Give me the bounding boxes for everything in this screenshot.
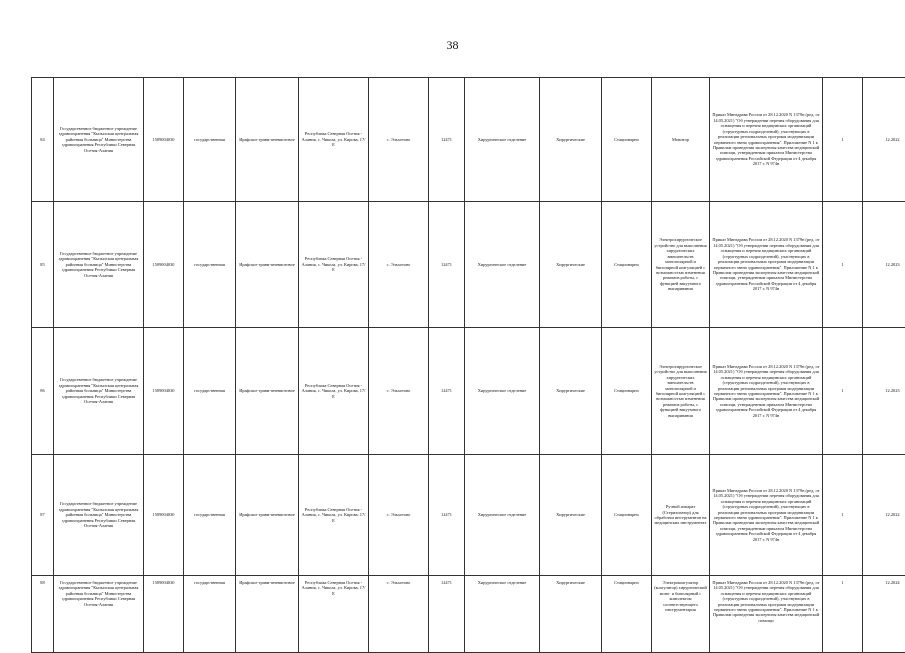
organization-cell: Государственное бюджетное учреждение здравоохранения "Кызылская центральная районная больница" Министерства здравоохранения Республики Северная Осетия-Алания: [54, 202, 144, 328]
equipment-cell: Монитор: [652, 78, 710, 202]
equipment-cell: Электрокоагулятор (коагулятор) хирургический моно- и биполярный с комплектом соответствующего инструментария: [652, 576, 710, 653]
table-row: [32, 202, 905, 328]
profile-cell: Хирургическое отделение: [465, 576, 540, 653]
legal-basis-cell: Приказ Минздрава России от 28.12.2020 N 1379н (ред. от 14.05.2021) "Об утверждении перечня оборудования для оснащения и перечня медицинских организаций (структурных подразделений), участвующих в реализации региональных программ модернизации первичного звена здравоохранения". Приложение N 1 к Правилам проведения экспертизы качества медицинской помощи, утвержденным приказом Министерства здравоохранения Российской Федерации от 4 декабря 2017 г. N 974н: [710, 455, 823, 576]
quantity-cell: 1: [823, 202, 863, 328]
department-cell: Ирафское травм-пневмотовое: [236, 455, 299, 576]
equipment-table: [31, 77, 905, 653]
date-cell: 12.2022: [863, 78, 905, 202]
code-cell: 12471: [429, 455, 465, 576]
row-number-cell: 86: [32, 328, 54, 455]
locality-cell: с. Эльхотово: [369, 455, 429, 576]
care-category-cell: Стационарно: [602, 328, 652, 455]
equipment-cell: Электрохирургическое устройство для выполнения хирургических вмешательств монополярной и биполярной коагуляцией с возможностью изменения режимов работы, с функцией вакуумного выпаривания: [652, 202, 710, 328]
code-cell: 12471: [429, 576, 465, 653]
table-row: [32, 78, 905, 202]
address-cell: Республика Северная Осетия - Алания, с. Чикола, ул. Кирова, 17/Е: [299, 328, 369, 455]
organization-cell: Государственное бюджетное учреждение здравоохранения "Кызылская центральная районная больница" Министерства здравоохранения Республики Северная Осетия-Алания: [54, 328, 144, 455]
ownership-cell: государственная: [184, 78, 236, 202]
ownership-cell: государственная: [184, 202, 236, 328]
care-category-cell: Стационарно: [602, 78, 652, 202]
address-cell: Республика Северная Осетия - Алания, с. Чикола, ул. Кирова, 17/Е: [299, 576, 369, 653]
equipment-cell: Электрохирургическое устройство для выполнения хирургических вмешательств монополярной и биполярной коагуляцией с возможностью изменения режимов работы, с функцией вакуумного выпаривания: [652, 328, 710, 455]
date-cell: 12.2023: [863, 328, 905, 455]
care-category-cell: Стационарно: [602, 455, 652, 576]
ownership-cell: государственная: [184, 455, 236, 576]
row-number-cell: 87: [32, 455, 54, 576]
inn-cell: 1509004030: [144, 78, 184, 202]
address-cell: Республика Северная Осетия - Алания, с. Чикола, ул. Кирова, 17/Е: [299, 202, 369, 328]
equipment-cell: Ручной аппарат (Стерилизатор) для обработки инструментов на медицинских инструментах: [652, 455, 710, 576]
page-number: 38: [0, 38, 905, 53]
date-cell: 12.2023: [863, 202, 905, 328]
locality-cell: с. Эльхотово: [369, 576, 429, 653]
specialty-cell: Хирургические: [540, 576, 602, 653]
quantity-cell: 1: [823, 328, 863, 455]
legal-basis-cell: Приказ Минздрава России от 28.12.2020 N 1379н (ред. от 14.05.2021) "Об утверждении перечня оборудования для оснащения и перечня медицинских организаций (структурных подразделений), участвующих в реализации региональных программ модернизации первичного звена здравоохранения". Приложение N 1 к Правилам проведения экспертизы качества медицинской помощи, утвержденным приказом Министерства здравоохранения Российской Федерации от 4 декабря 2017 г. N 974н: [710, 202, 823, 328]
ownership-cell: государственная: [184, 576, 236, 653]
quantity-cell: 1: [823, 78, 863, 202]
quantity-cell: 1: [823, 455, 863, 576]
organization-cell: Государственное бюджетное учреждение здравоохранения "Кызылская центральная районная больница" Министерства здравоохранения Республики Северная Осетия-Алания: [54, 455, 144, 576]
inn-cell: 1509004030: [144, 576, 184, 653]
table-row: [32, 328, 905, 455]
row-number-cell: 88: [32, 576, 54, 653]
profile-cell: Хирургическое отделение: [465, 328, 540, 455]
specialty-cell: Хирургические: [540, 78, 602, 202]
table-row: [32, 455, 905, 576]
locality-cell: с. Эльхотово: [369, 78, 429, 202]
table-row: [32, 576, 905, 653]
row-number-cell: 85: [32, 202, 54, 328]
department-cell: Ирафское травм-пневмотовое: [236, 576, 299, 653]
legal-basis-cell: Приказ Минздрава России от 28.12.2020 N 1379н (ред. от 14.05.2021) "Об утверждении перечня оборудования для оснащения и перечня медицинских организаций (структурных подразделений), участвующих в реализации региональных программ модернизации первичного звена здравоохранения". Приложение N 1 к Правилам проведения экспертизы качества медицинской помощи, утвержденным приказом Министерства здравоохранения Российской Федерации от 4 декабря 2017 г. N 974н: [710, 328, 823, 455]
department-cell: Ирафское травм-пневмотовое: [236, 202, 299, 328]
profile-cell: Хирургическое отделение: [465, 455, 540, 576]
care-category-cell: Стационарно: [602, 576, 652, 653]
organization-cell: Государственное бюджетное учреждение здравоохранения "Кызылская центральная районная больница" Министерства здравоохранения Республики Северная Осетия-Алания: [54, 576, 144, 653]
specialty-cell: Хирургические: [540, 455, 602, 576]
address-cell: Республика Северная Осетия - Алания, с. Чикола, ул. Кирова, 17/Е: [299, 78, 369, 202]
department-cell: Ирафское травм-пневмотовое: [236, 78, 299, 202]
inn-cell: 1509004030: [144, 328, 184, 455]
locality-cell: с. Эльхотово: [369, 328, 429, 455]
code-cell: 12471: [429, 202, 465, 328]
department-cell: Ирафское травм-пневмотовое: [236, 328, 299, 455]
organization-cell: Государственное бюджетное учреждение здравоохранения "Кызылская центральная районная больница" Министерства здравоохранения Республики Северная Осетия-Алания: [54, 78, 144, 202]
address-cell: Республика Северная Осетия - Алания, с. Чикола, ул. Кирова, 17/Е: [299, 455, 369, 576]
specialty-cell: Хирургические: [540, 328, 602, 455]
code-cell: 12471: [429, 78, 465, 202]
ownership-cell: государственная: [184, 328, 236, 455]
row-number-cell: 84: [32, 78, 54, 202]
care-category-cell: Стационарно: [602, 202, 652, 328]
legal-basis-cell: Приказ Минздрава России от 28.12.2020 N 1379н (ред. от 14.05.2021) "Об утверждении перечня оборудования для оснащения и перечня медицинских организаций (структурных подразделений), участвующих в реализации региональных программ модернизации первичного звена здравоохранения". Приложение N 1 к Правилам проведения экспертизы качества медицинской помощи, утвержденным приказом Министерства здравоохранения Российской Федерации от 4 декабря 2017 г. N 974н: [710, 78, 823, 202]
profile-cell: Хирургическое отделение: [465, 78, 540, 202]
inn-cell: 1509004030: [144, 455, 184, 576]
legal-basis-cell: Приказ Минздрава России от 28.12.2020 N 1379н (ред. от 14.05.2021) "Об утверждении перечня оборудования для оснащения и перечня медицинских организаций (структурных подразделений), участвующих в реализации региональных программ модернизации первичного звена здравоохранения". Приложение N 1 к Правилам проведения экспертизы качества медицинской помощи: [710, 576, 823, 653]
profile-cell: Хирургическое отделение: [465, 202, 540, 328]
date-cell: 12.2022: [863, 455, 905, 576]
date-cell: 12.2024: [863, 576, 905, 653]
code-cell: 12471: [429, 328, 465, 455]
quantity-cell: 1: [823, 576, 863, 653]
inn-cell: 1509004030: [144, 202, 184, 328]
specialty-cell: Хирургические: [540, 202, 602, 328]
locality-cell: с. Эльхотово: [369, 202, 429, 328]
